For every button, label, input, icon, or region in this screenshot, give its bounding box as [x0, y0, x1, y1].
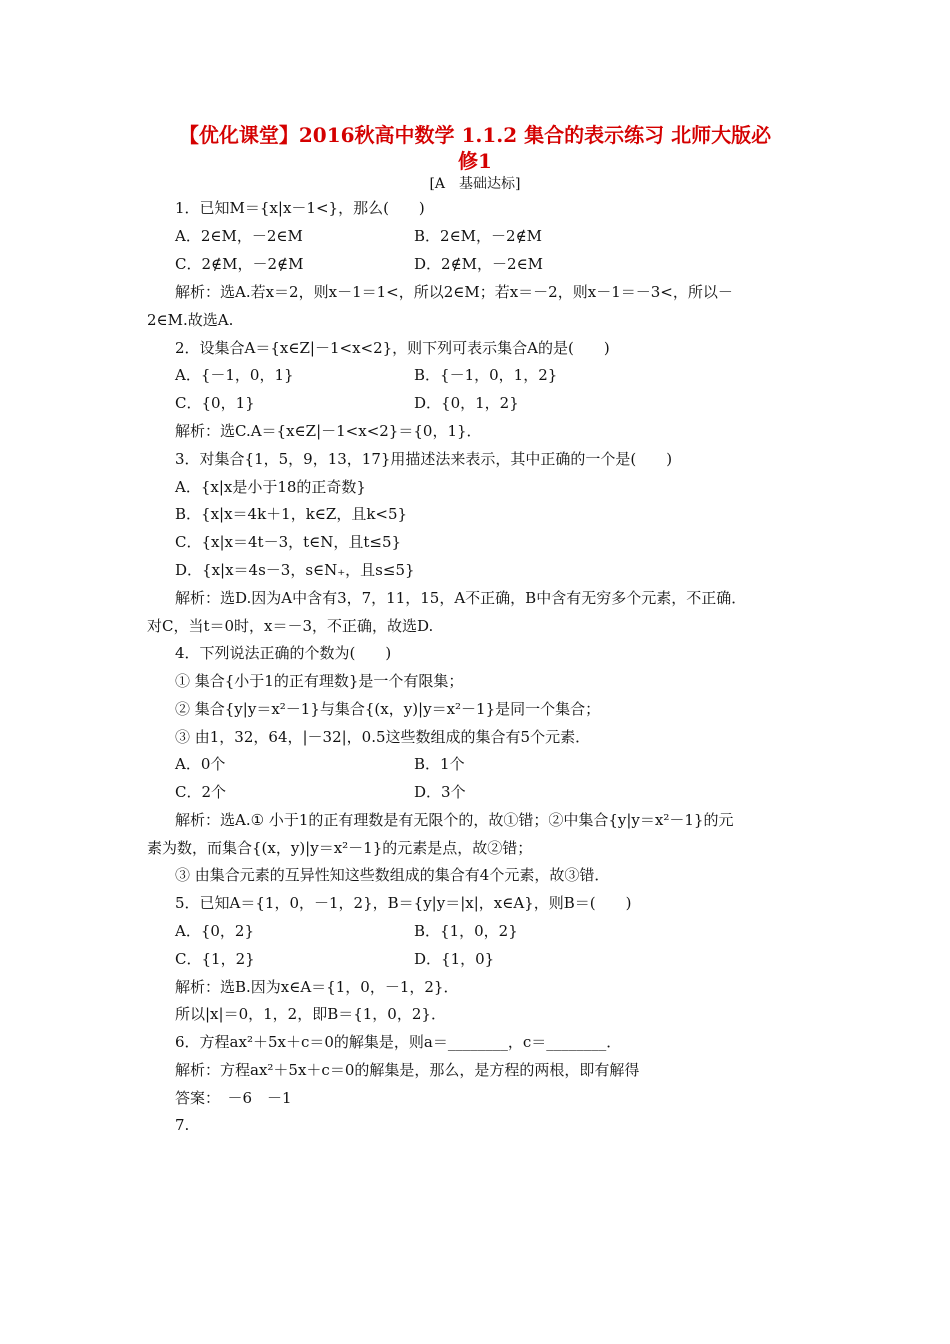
option-text: C．{1，2} [175, 950, 255, 968]
document-title-line-2: 修1 [458, 149, 492, 173]
option-text: D．3个 [414, 783, 466, 801]
option-text: C．2∉M，－2∉M [175, 255, 304, 273]
section-heading: [A 基础达标] [429, 176, 521, 192]
option-text: D．{1，0} [414, 950, 495, 968]
solution-text: 对C，当t＝0时，x＝－3，不正确，故选D. [147, 617, 434, 635]
option-text: B．{－1，0，1，2} [414, 366, 558, 384]
question-1-stem: 1．已知M＝{x|x－1<}，那么( ) [175, 199, 425, 217]
option-text: C．{0，1} [175, 394, 255, 412]
option-text: A．0个 [175, 755, 226, 773]
solution-text: 解析：选A.① 小于1的正有理数是有无限个的，故①错；②中集合{y|y＝x²－1}的元 [175, 811, 734, 829]
solution-text: 解析：选D.因为A中含有3，7，11，15，A不正确，B中含有无穷多个元素，不正确． [175, 589, 747, 607]
question-5-stem: 5．已知A＝{1，0，－1，2}，B＝{y|y＝|x|，x∈A}，则B＝( ) [175, 894, 632, 912]
option-text: A．{－1，0，1} [175, 366, 294, 384]
statement-text: ③ 由1，32，64，|－32|，0.5这些数组成的集合有5个元素． [175, 728, 591, 746]
solution-text: 解析：选C.A＝{x∈Z|－1<x<2}＝{0，1}． [175, 422, 482, 440]
option-text: B．{x|x＝4k＋1，k∈Z，且k<5} [175, 505, 408, 523]
option-text: A．2∈M，－2∈M [175, 227, 303, 245]
solution-text: 解析：方程ax²＋5x＋c＝0的解集是，那么，是方程的两根，即有解得 [175, 1061, 640, 1079]
option-text: D．{x|x＝4s－3，s∈N₊，且s≤5} [175, 561, 415, 579]
solution-text: ③ 由集合元素的互异性知这些数组成的集合有4个元素，故③错． [175, 866, 610, 884]
solution-text: 素为数，而集合{(x，y)|y＝x²－1}的元素是点，故②错； [147, 839, 533, 857]
option-text: B．1个 [414, 755, 465, 773]
option-text: B．2∈M，－2∉M [414, 227, 543, 245]
statement-text: ② 集合{y|y＝x²－1}与集合{(x，y)|y＝x²－1}是同一个集合； [175, 700, 601, 718]
document-title-line-1: 【优化课堂】2016秋高中数学 1.1.2 集合的表示练习 北师大版必 [178, 123, 772, 147]
option-text: C．{x|x＝4t－3，t∈N，且t≤5} [175, 533, 402, 551]
question-2-stem: 2．设集合A＝{x∈Z|－1<x<2}，则下列可表示集合A的是( ) [175, 339, 610, 357]
question-3-stem: 3．对集合{1，5，9，13，17}用描述法来表示，其中正确的一个是( ) [175, 450, 673, 468]
answer-text: 答案： －6 －1 [175, 1089, 292, 1107]
option-text: A．{0，2} [175, 922, 255, 940]
statement-text: ① 集合{小于1的正有理数}是一个有限集； [175, 672, 464, 690]
question-4-stem: 4．下列说法正确的个数为( ) [175, 644, 392, 662]
option-text: D．{0，1，2} [414, 394, 519, 412]
question-6-stem: 6．方程ax²＋5x＋c＝0的解集是，则a＝________，c＝________． [175, 1033, 622, 1051]
solution-text: 所以|x|＝0，1，2，即B＝{1，0，2}． [175, 1005, 446, 1023]
option-text: C．2个 [175, 783, 227, 801]
solution-text: 解析：选A.若x＝2，则x－1＝1<，所以2∈M；若x＝－2，则x－1＝－3<，所以－ [175, 283, 733, 301]
question-7-number: 7. [175, 1116, 190, 1134]
option-text: A．{x|x是小于18的正奇数} [175, 478, 366, 496]
solution-text: 2∈M.故选A. [147, 311, 234, 329]
solution-text: 解析：选B.因为x∈A＝{1，0，－1，2}． [175, 978, 459, 996]
option-text: B．{1，0，2} [414, 922, 518, 940]
option-text: D．2∉M，－2∈M [414, 255, 544, 273]
